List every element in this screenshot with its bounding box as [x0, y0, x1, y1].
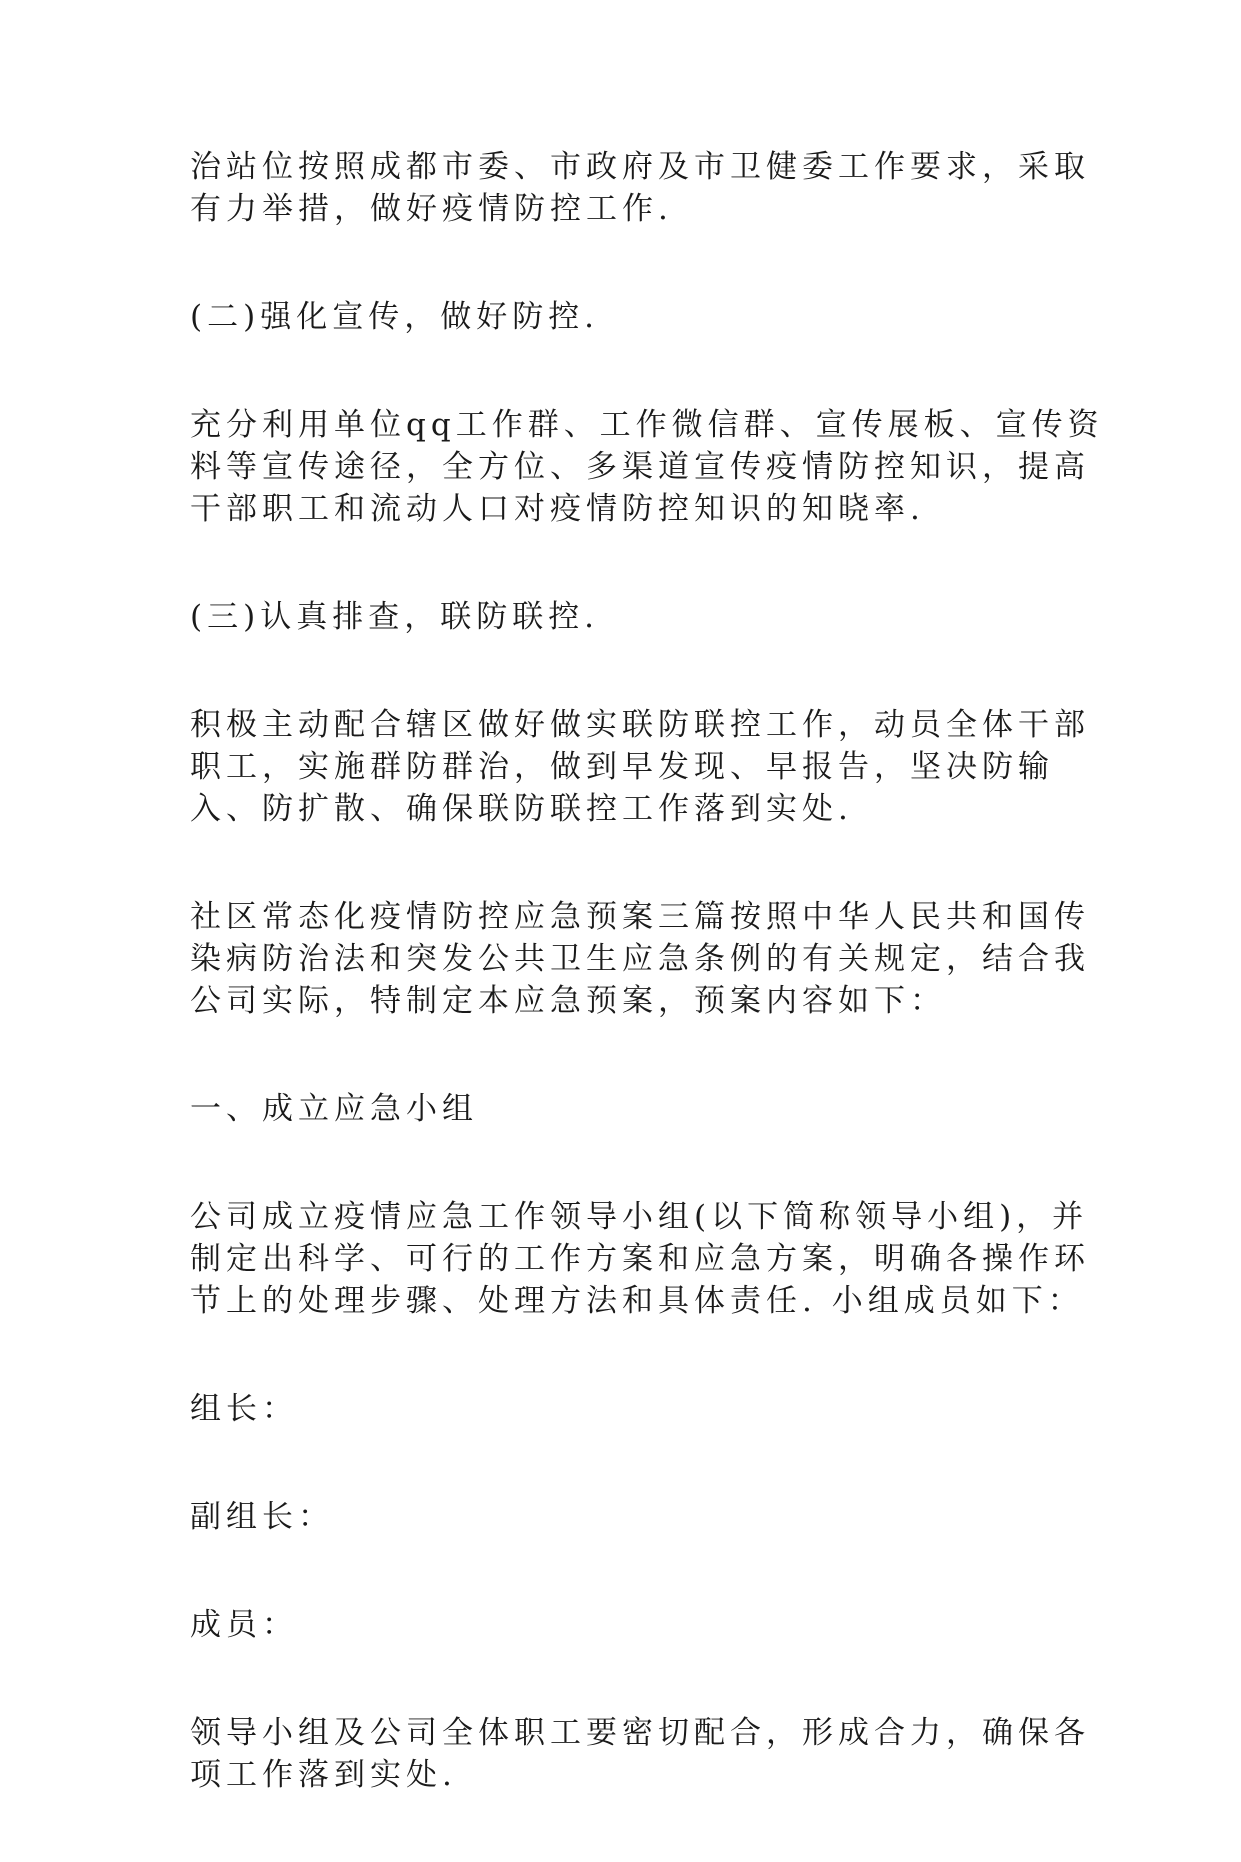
paragraph-3: [190, 404, 1104, 530]
members-label: [190, 1604, 1050, 1646]
paragraph-line: 料等宣传途径，全方位、多渠道宣传疫情防控知识，提高: [190, 449, 1090, 485]
section-heading-establish-group: [190, 1088, 1050, 1130]
group-leader-label: [190, 1388, 1050, 1430]
paragraph-line: 积极主动配合辖区做好做实联防联控工作，动员全体干部: [190, 707, 1090, 743]
paragraph-5: [190, 704, 1090, 830]
section-heading-3: [190, 596, 1050, 638]
paragraph-line: 节上的处理步骤、处理方法和具体责任. 小组成员如下：: [190, 1283, 1084, 1319]
deputy-leader-label: [190, 1496, 1050, 1538]
paragraph-line: 公司成立疫情应急工作领导小组(以下简称领导小组)，并: [190, 1199, 1089, 1235]
heading-line: 一、成立应急小组: [190, 1091, 478, 1127]
section-heading-2: [190, 296, 1050, 338]
paragraph-line: 治站位按照成都市委、市政府及市卫健委工作要求，采取: [190, 149, 1090, 185]
paragraph-line: 制定出科学、可行的工作方案和应急方案，明确各操作环: [190, 1241, 1090, 1277]
paragraph-line: 干部职工和流动人口对疫情防控知识的知晓率.: [190, 491, 925, 527]
heading-line: (三)认真排查，联防联控.: [190, 599, 600, 635]
paragraph-line: 职工，实施群防群治，做到早发现、早报告，坚决防输: [190, 749, 1054, 785]
label-line: 组长：: [190, 1391, 298, 1427]
paragraph-line: 领导小组及公司全体职工要密切配合，形成合力，确保各: [190, 1715, 1090, 1751]
paragraph-line: 染病防治法和突发公共卫生应急条例的有关规定，结合我: [190, 941, 1090, 977]
paragraph-line: 有力举措，做好疫情防控工作.: [190, 191, 673, 227]
paragraph-8: [190, 1196, 1090, 1322]
document-body: [190, 146, 1104, 1862]
paragraph-line: 项工作落到实处.: [190, 1757, 457, 1793]
paragraph-line: 社区常态化疫情防控应急预案三篇按照中华人民共和国传: [190, 899, 1090, 935]
paragraph-line: 充分利用单位qq工作群、工作微信群、宣传展板、宣传资: [190, 407, 1104, 443]
paragraph-12: [190, 1712, 1090, 1796]
heading-line: (二)强化宣传，做好防控.: [190, 299, 600, 335]
label-line: 成员：: [190, 1607, 298, 1643]
paragraph-1: [190, 146, 1090, 230]
paragraph-line: 入、防扩散、确保联防联控工作落到实处.: [190, 791, 853, 827]
paragraph-line: 公司实际，特制定本应急预案，预案内容如下：: [190, 983, 946, 1019]
paragraph-6: [190, 896, 1090, 1022]
label-line: 副组长：: [190, 1499, 334, 1535]
